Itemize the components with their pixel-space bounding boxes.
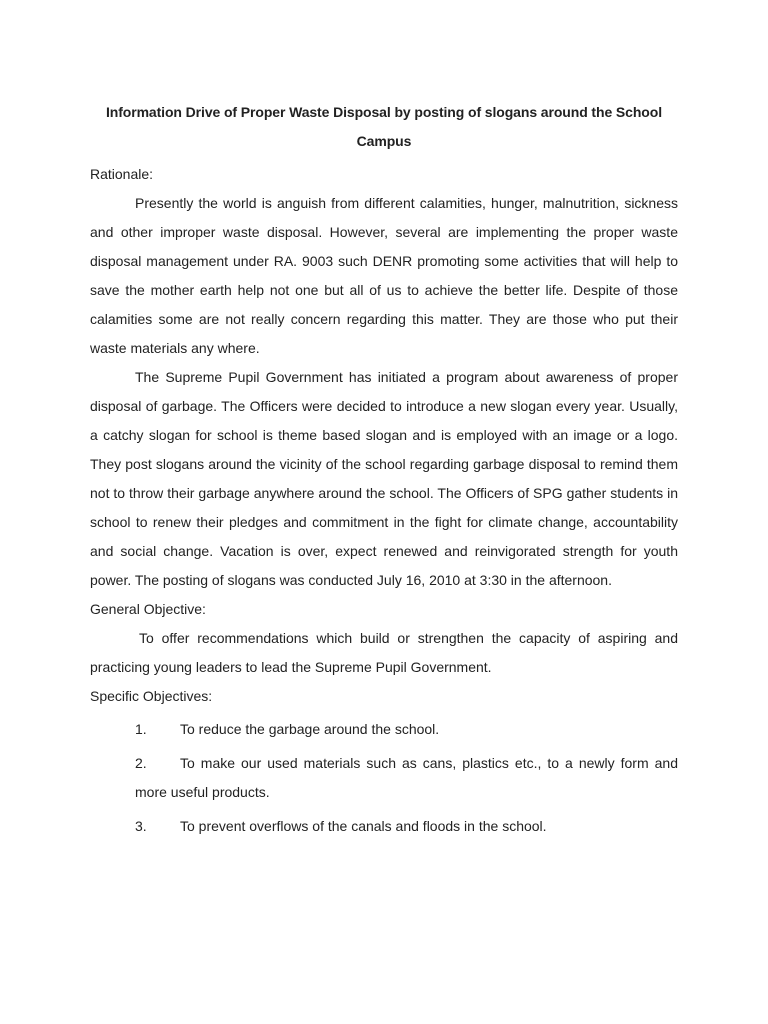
rationale-paragraph-2: The Supreme Pupil Government has initiated a program about awareness of proper disposal of garbage. The Officers were decided to introduce a new slogan every year. Usually, a catchy slogan for school is theme based slogan and is employed with an image or a logo. They post slogans around the vicinity of the school regarding garbage disposal to remind them not to throw their garbage anywhere around the school. The Officers of SPG gather students in school to renew their pledges and commitment in the fight for climate change, accountability and social change. Vacation is over, expect renewed and reinvigorated strength for youth power. The posting of slogans was conducted July 16, 2010 at 3:30 in the afternoon. — [90, 369, 678, 588]
document-title: Information Drive of Proper Waste Disposal by posting of slogans around the School Campus — [105, 104, 662, 149]
document-page — [90, 0, 678, 1024]
list-item-number: 3. — [135, 818, 147, 834]
list-item-text: To make our used materials such as cans, plastics etc., to a newly form and more useful products. — [135, 755, 678, 800]
list-item — [90, 749, 678, 807]
list-item-number: 2. — [135, 755, 147, 771]
general-objective-heading: General Objective: — [90, 601, 206, 617]
list-item-text: To reduce the garbage around the school. — [180, 721, 440, 737]
list-item-number: 1. — [135, 721, 147, 737]
specific-objectives-heading: Specific Objectives: — [90, 688, 213, 704]
list-item — [90, 812, 678, 841]
specific-objectives-list — [90, 715, 678, 841]
list-item — [90, 715, 678, 744]
general-objective-text: To offer recommendations which build or strengthen the capacity of aspiring and practicing young leaders to lead the Supreme Pupil Government. — [90, 630, 678, 675]
rationale-paragraph-1: Presently the world is anguish from different calamities, hunger, malnutrition, sickness and other improper waste disposal. However, several are implementing the proper waste disposal management under RA. 9003 such DENR promoting some activities that will help to save the mother earth help not one but all of us to achieve the better life. Despite of those calamities some are not really concern regarding this matter. They are those who put their waste materials any where. — [90, 195, 678, 356]
rationale-heading: Rationale: — [90, 166, 154, 182]
list-item-text: To prevent overflows of the canals and floods in the school. — [180, 818, 547, 834]
